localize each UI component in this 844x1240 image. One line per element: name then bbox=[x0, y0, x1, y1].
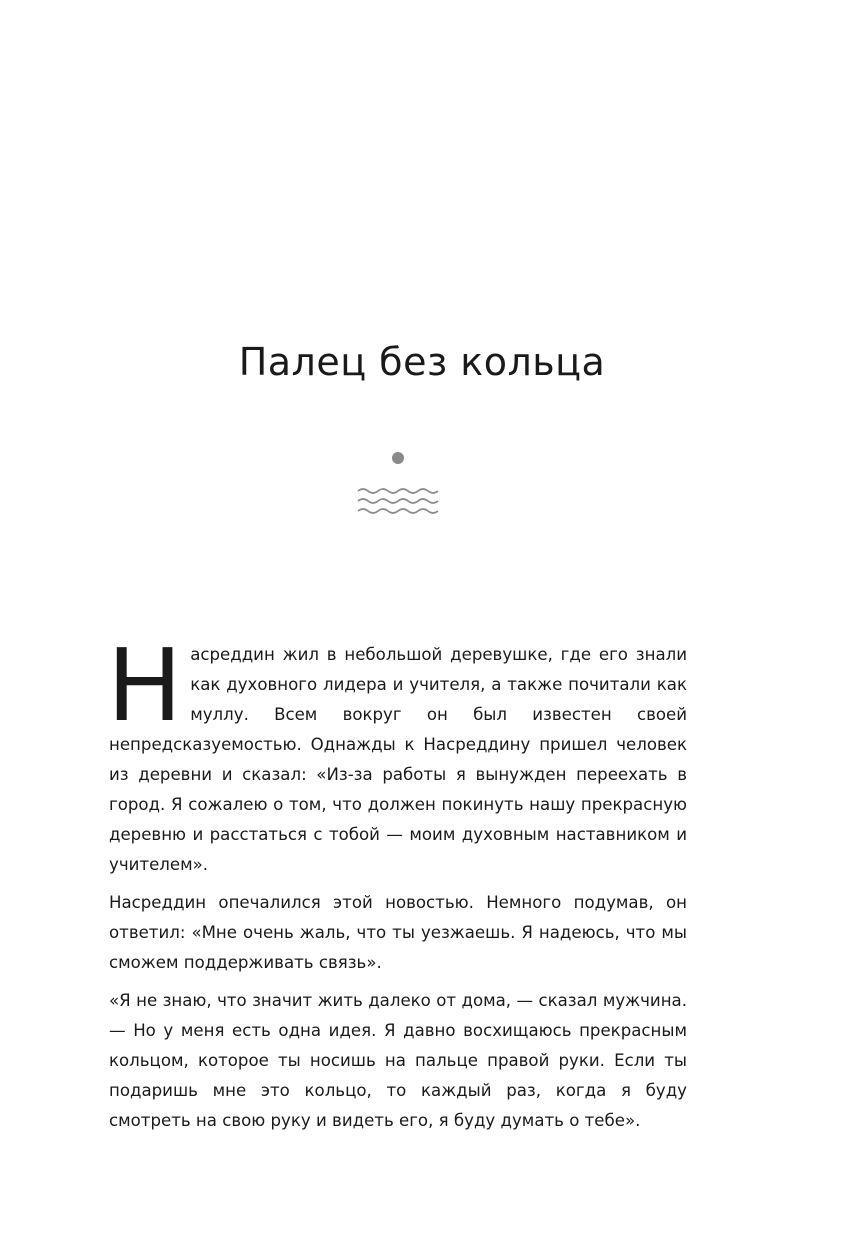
paragraph-3: «Я не знаю, что значит жить далеко от дома, — сказал мужчина. — Но у меня есть одна идея. Я давно восхищаюсь прекрасным кольцом, которое ты носишь на пальце правой руки. Если ты подаришь мне это кольцо, то каждый раз, когда я буду смотреть на свою руку и видеть его, я буду думать о тебе». bbox=[109, 991, 687, 1130]
paragraph-1-text: асреддин жил в небольшой деревушке, где его знали как духовного лидера и учителя, а также почитали как муллу. Всем вокруг он был известен своей непредсказуемостью. Однажды к Насреддину пришел человек из деревни и сказал: «Из-за работы я вынужден переехать в город. Я сожалею о том, что должен покинуть нашу прекрасную деревню и расстаться с тобой — моим духовным наставником и учителем». bbox=[109, 645, 687, 874]
wave-ornament-icon bbox=[356, 486, 440, 516]
drop-cap: Н bbox=[107, 627, 183, 744]
paragraph-2: Насреддин опечалился этой новостью. Немного подумав, он ответил: «Мне очень жаль, что ты уезжаешь. Я надеюсь, что мы сможем поддерживать связь». bbox=[109, 893, 687, 972]
ornament-dot bbox=[392, 452, 404, 464]
chapter-title: Палец без кольца bbox=[238, 340, 606, 384]
paragraph-1 bbox=[107, 627, 687, 880]
body-text bbox=[107, 627, 687, 1144]
